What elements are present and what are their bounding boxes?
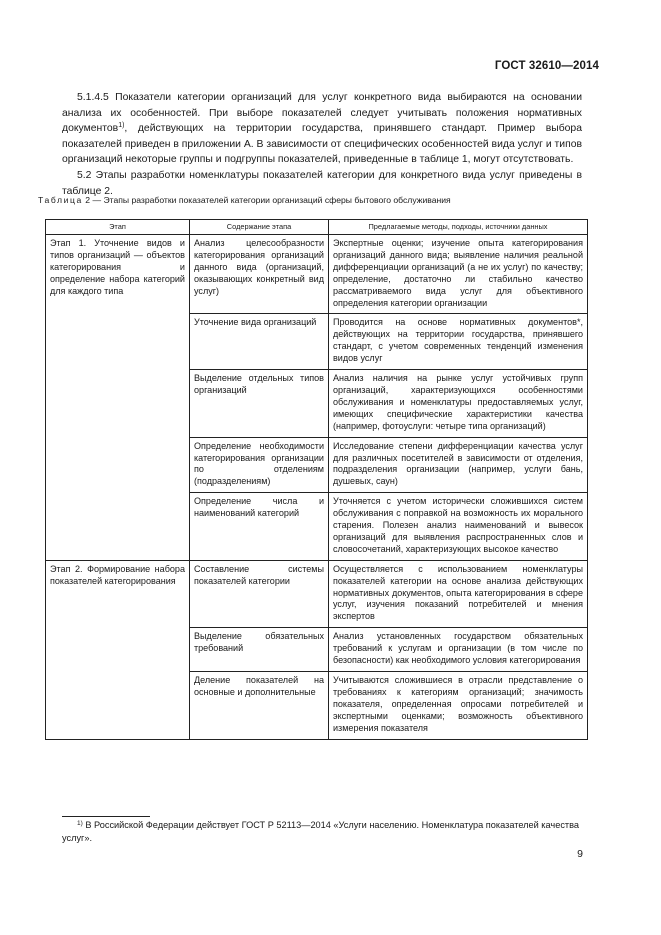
stage-content-cell: Выделение обязательных требований [190, 628, 329, 672]
stage-methods-cell: Экспертные оценки; изучение опыта категорирования организаций данного вида; выявление наличия реальной дифференциации организаций (а не их услуг) по качеству; определение, достаточно ли стабильно качество рассматриваемого вида услуг для объективного определения категории организации [329, 235, 588, 314]
paragraph-text: 5.1.4.5 Показатели категории организаций для услуг конкретного вида выбираются на основании анализа их особенностей. При выборе показателей следует учитывать положения нормативных документов [62, 92, 582, 135]
table-row [46, 370, 588, 438]
stage-methods-cell: Исследование степени дифференциации качества услуг для различных посетителей в зависимости от отделения, подразделения организации (например, услуги бань, душевых, саун) [329, 437, 588, 493]
page-number: 9 [577, 848, 583, 860]
stage-name-continued [46, 314, 190, 370]
table-row [46, 672, 588, 740]
paragraph-text: , действующих на территории государства, принявшего стандарт. Пример выбора показателей приведен в приложении А. В зависимости от специфических особенностей вида услуг и типов организаций некоторые группы и подгруппы показателей, приведенные в таблице 1, могут отсутствовать. [62, 123, 582, 166]
table-caption [38, 195, 598, 205]
table-row [46, 437, 588, 493]
stage-name-continued [46, 437, 190, 493]
stage-name: Этап 2. Формирование набора показателей категорирования [46, 560, 190, 628]
stage-name: Этап 1. Уточнение видов и типов организаций — объектов категорирования и определение набора категорий для каждого типа [46, 235, 190, 314]
stage-content-cell: Определение числа и наименований категорий [190, 493, 329, 561]
paragraph-5-2: 5.2 Этапы разработки номенклатуры показателей категории для конкретного вида услуг приведены в таблице 2. [62, 169, 582, 197]
stage-name-continued [46, 493, 190, 561]
document-code: ГОСТ 32610—2014 [494, 60, 599, 72]
stage-content-cell: Уточнение вида организаций [190, 314, 329, 370]
stage-methods-cell: Осуществляется с использованием номенклатуры показателей категории на основе анализа действующих нормативных документов, опыта категорирования в сфере услуг, изучения показаний потребителей и мнения экспертов [329, 560, 588, 628]
column-header-methods: Предлагаемые методы, подходы, источники данных [329, 220, 588, 235]
table-caption-text: 2 — Этапы разработки показателей категории организаций сферы бытового обслуживания [82, 195, 451, 205]
column-header-stage: Этап [46, 220, 190, 235]
body-text [62, 90, 582, 199]
stage-name-continued [46, 628, 190, 672]
stages-table [45, 219, 588, 740]
footnote-text: В Российской Федерации действует ГОСТ Р 52113—2014 «Услуги населению. Номенклатура показателей качества услуг». [62, 820, 580, 843]
footnote-divider [62, 816, 150, 817]
table-row [46, 493, 588, 561]
table-row [46, 314, 588, 370]
stage-name-continued [46, 370, 190, 438]
paragraph-5-1-4-5 [62, 90, 582, 168]
stage-content-cell: Определение необходимости категорирования организации по отделениям (подразделениям) [190, 437, 329, 493]
stage-methods-cell: Уточняется с учетом исторически сложившихся систем обслуживания с поправкой на возможность их морального старения. Полезен анализ наименований и вывесок организаций для выявления распространенных слов и словосочетаний, характеризующих высокое качество [329, 493, 588, 561]
table-row [46, 560, 588, 628]
stage-content-cell: Деление показателей на основные и дополнительные [190, 672, 329, 740]
stage-content-cell: Анализ целесообразности категорирования организаций данного вида (организаций, оказывающих конкретный вид услуг) [190, 235, 329, 314]
stage-content-cell: Выделение отдельных типов организаций [190, 370, 329, 438]
table-row [46, 628, 588, 672]
footnote-reference: 1) [118, 122, 125, 130]
column-header-content: Содержание этапа [190, 220, 329, 235]
stage-methods-cell: Проводится на основе нормативных документов*, действующих на территории государства, принявшего стандарт, с учетом современных тенденций изменения видов услуг [329, 314, 588, 370]
stage-name-continued [46, 672, 190, 740]
table-row [46, 235, 588, 314]
stage-methods-cell: Учитываются сложившиеся в отрасли представление о требованиях к категориям организаций; значимость показателя, определенная опросами потребителей и экспертными оценками; возможность объективного измерения показателя [329, 672, 588, 740]
table-header-row [46, 220, 588, 235]
footnote-marker: 1) [77, 820, 83, 827]
footnote [62, 819, 582, 844]
table-caption-label: Таблица [38, 195, 83, 205]
stage-methods-cell: Анализ установленных государством обязательных требований к услугам и организации (в том числе по безопасности) как необходимого условия категорирования [329, 628, 588, 672]
stage-content-cell: Составление системы показателей категории [190, 560, 329, 628]
stage-methods-cell: Анализ наличия на рынке услуг устойчивых групп организаций, характеризующихся особенностями обслуживания и номенклатуры предоставляемых услуг, имеющих специфические характеристики качества (например, фотоуслуги: четыре типа организаций) [329, 370, 588, 438]
